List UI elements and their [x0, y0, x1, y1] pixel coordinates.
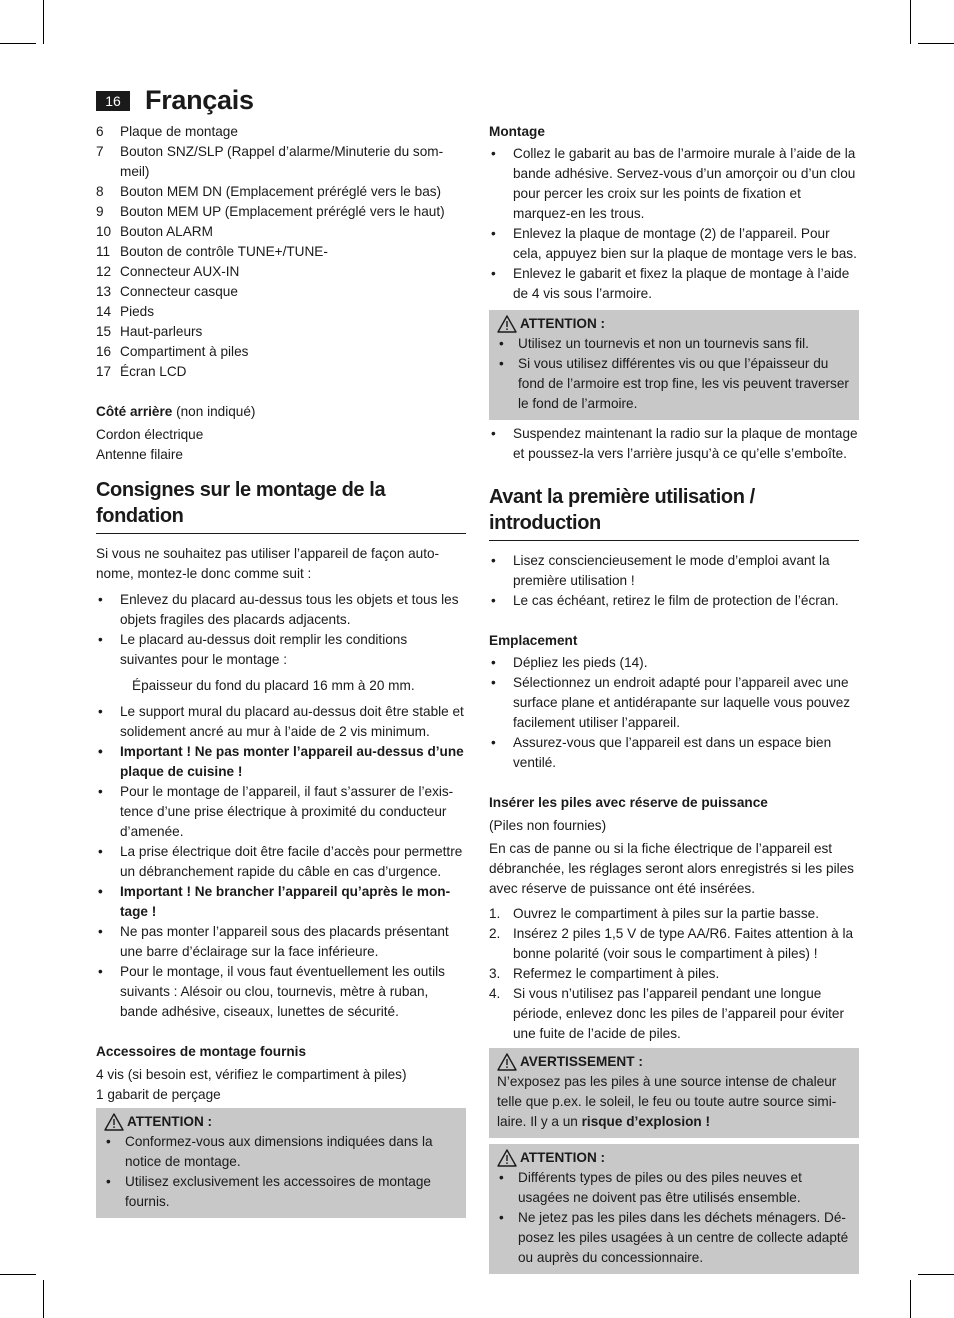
section-heading-first-use: Avant la première utilisation / introduction [489, 484, 859, 541]
parts-list-item [96, 182, 466, 202]
parts-list-item [96, 342, 466, 362]
parts-list-item [96, 202, 466, 222]
attention-title [497, 314, 851, 334]
step-text: Si vous n’utilisez pas l’appareil pendant une longue période, enlevez donc les piles de l’appareil pour éviter une fuite de l’acide de piles. [513, 986, 844, 1041]
left-column [96, 122, 466, 1218]
item-text: Haut-parleurs [120, 324, 203, 339]
warning-box [489, 1048, 859, 1138]
placement-bullets [489, 653, 859, 773]
crop-mark [910, 0, 911, 44]
attention-box [489, 310, 859, 420]
item-text: Compartiment à piles [120, 344, 249, 359]
item-number: 15 [96, 324, 112, 339]
attention-label: ATTENTION : [520, 1150, 606, 1165]
list-item: • Enlevez du placard au-dessus tous les objets et tous les objets fragiles des placards adjacents. [96, 590, 466, 630]
list-item: • Différents types de piles ou des piles neuves et usagées ne doivent pas être utilisés ensemble. [497, 1168, 851, 1208]
list-item: • Important ! Ne pas monter l’appareil au-dessus d’une plaque de cuisine ! [96, 742, 466, 782]
list-item: • Pour le montage de l’appareil, il faut s’assurer de l’exis-tence d’une prise électrique à proximité du conducteur d’amenée. [96, 782, 466, 842]
thickness-spec: Épaisseur du fond du placard 16 mm à 20 mm. [132, 678, 415, 693]
step-number: 4. [489, 986, 501, 1001]
step-text: Insérez 2 piles 1,5 V de type AA/R6. Faites attention à la bonne polarité (voir sous le compartiment à piles) ! [513, 926, 854, 961]
warning-triangle-icon [497, 315, 517, 333]
warning-body: N’exposez pas les piles à une source intense de chaleur telle que p.ex. le soleil, le feu ou toute autre source simi-laire. Il y a un [497, 1074, 837, 1129]
attention-label: ATTENTION : [520, 316, 606, 331]
warning-triangle-icon [104, 1113, 124, 1131]
list-item: • Si vous utilisez différentes vis ou que l’épaisseur du fond de l’armoire est trop fine, les vis peuvent traverser le fond de l’armoire. [497, 354, 851, 414]
mounting-intro: Si vous ne souhaitez pas utiliser l’appareil de façon auto-nome, montez-le donc comme suit : [96, 546, 440, 581]
step-item [489, 924, 859, 964]
step-text: Refermez le compartiment à piles. [513, 966, 720, 981]
list-item: • Le support mural du placard au-dessus doit être stable et solidement ancré au mur à l’aide de 2 vis minimum. [96, 702, 466, 742]
list-item: • Assurez-vous que l’appareil est dans un espace bien ventilé. [489, 733, 859, 773]
item-text: Bouton MEM UP (Emplacement préréglé vers le haut) [120, 204, 445, 219]
list-item: • Collez le gabarit au bas de l’armoire murale à l’aide de la bande adhésive. Servez-vous d’un amorçoir ou d’un clou pour percer les croix sur les points de fixation et marquez-en les trous. [489, 144, 859, 224]
accessories-heading: Accessoires de montage fournis [96, 1044, 307, 1059]
crop-mark [0, 1274, 36, 1275]
item-number: 17 [96, 364, 112, 379]
item-number: 7 [96, 144, 104, 159]
step-number: 3. [489, 966, 501, 981]
step-item [489, 984, 859, 1044]
warning-emphasis: risque d’explosion ! [581, 1114, 711, 1129]
crop-mark [0, 43, 36, 44]
rear-side-label: Côté arrière [96, 404, 173, 419]
list-item: • Le cas échéant, retirez le film de protection de l’écran. [489, 591, 859, 611]
parts-list-item [96, 222, 466, 242]
batteries-heading: Insérer les piles avec réserve de puissance [489, 795, 768, 810]
list-item: • Ne pas monter l’appareil sous des placards présentant une barre d’éclairage sur la face inférieure. [96, 922, 466, 962]
item-text: Pieds [120, 304, 155, 319]
item-text: Connecteur casque [120, 284, 238, 299]
rear-item: Cordon électrique [96, 427, 204, 442]
item-number: 16 [96, 344, 112, 359]
rear-side-heading [96, 402, 466, 422]
item-number: 6 [96, 124, 104, 139]
attention-list [104, 1132, 458, 1212]
montage-after [489, 424, 859, 464]
parts-list-item [96, 242, 466, 262]
crop-mark [918, 43, 954, 44]
list-item: • Sélectionnez un endroit adapté pour l’appareil avec une surface plane et antidérapante sur laquelle vous pouvez facilement utiliser l’appareil. [489, 673, 859, 733]
parts-list-item [96, 282, 466, 302]
parts-list-item [96, 262, 466, 282]
item-text: Connecteur AUX-IN [120, 264, 240, 279]
attention-label: ATTENTION : [127, 1114, 213, 1129]
attention-box [489, 1144, 859, 1274]
parts-list-item [96, 302, 466, 322]
parts-list-item [96, 122, 466, 142]
montage-heading: Montage [489, 124, 545, 139]
crop-mark [918, 1274, 954, 1275]
page-title: Français [145, 85, 254, 115]
section-heading-mounting: Consignes sur le montage de la fondation [96, 477, 466, 534]
batteries-note: (Piles non fournies) [489, 818, 607, 833]
step-item [489, 904, 859, 924]
crop-mark [910, 1280, 911, 1318]
rear-item: Antenne filaire [96, 447, 183, 462]
list-item: • Le placard au-dessus doit remplir les conditions suivantes pour le montage : [96, 630, 466, 670]
first-use-bullets [489, 551, 859, 611]
montage-bullets [489, 144, 859, 304]
parts-list-item [96, 362, 466, 382]
crop-mark [43, 1280, 44, 1318]
mounting-bullets-a [96, 590, 466, 670]
right-column [489, 122, 859, 1274]
crop-mark [43, 0, 44, 44]
list-item: • Suspendez maintenant la radio sur la plaque de montage et poussez-la vers l’arrière jusqu’à ce qu’elle s’emboîte. [489, 424, 859, 464]
item-text: Écran LCD [120, 364, 187, 379]
page-number: 16 [96, 91, 130, 111]
placement-heading: Emplacement [489, 633, 578, 648]
item-number: 11 [96, 244, 111, 259]
attention-list [497, 1168, 851, 1268]
item-number: 9 [96, 204, 104, 219]
item-text: Bouton MEM DN (Emplacement préréglé vers le bas) [120, 184, 442, 199]
warning-triangle-icon [497, 1149, 517, 1167]
list-item: • Pour le montage, il vous faut éventuellement les outils suivants : Alésoir ou clou, tournevis, mètre à ruban, bande adhésive, ciseaux, lunettes de sécurité. [96, 962, 466, 1022]
attention-title [497, 1148, 851, 1168]
step-item [489, 964, 859, 984]
item-number: 12 [96, 264, 112, 279]
list-item: • Ne jetez pas les piles dans les déchets ménagers. Dé-posez les piles usagées à un centre de collecte adapté ou auprès du concessionnaire. [497, 1208, 851, 1268]
list-item: • Conformez-vous aux dimensions indiquées dans la notice de montage. [104, 1132, 458, 1172]
warning-label: AVERTISSEMENT : [520, 1054, 643, 1069]
step-text: Ouvrez le compartiment à piles sur la partie basse. [513, 906, 819, 921]
item-number: 8 [96, 184, 104, 199]
mounting-bullets-b [96, 702, 466, 1022]
attention-title [104, 1112, 458, 1132]
battery-steps [489, 904, 859, 1044]
batteries-intro: En cas de panne ou si la fiche électrique de l’appareil est débranchée, les réglages seront alors enregistrés si les piles avec réserve de puissance ont été insérées. [489, 841, 854, 896]
item-number: 14 [96, 304, 112, 319]
warning-title [497, 1052, 851, 1072]
accessory-item: 4 vis (si besoin est, vérifiez le compartiment à piles) [96, 1067, 407, 1082]
warning-text [497, 1072, 851, 1132]
attention-list [497, 334, 851, 414]
list-item: • Important ! Ne brancher l’appareil qu’après le mon-tage ! [96, 882, 466, 922]
step-number: 2. [489, 926, 501, 941]
parts-list-item [96, 142, 466, 182]
parts-list-item [96, 322, 466, 342]
list-item: • Utilisez un tournevis et non un tournevis sans fil. [497, 334, 851, 354]
rear-side-note: (non indiqué) [172, 404, 256, 419]
attention-box [96, 1108, 466, 1218]
step-number: 1. [489, 906, 501, 921]
item-text: Bouton SNZ/SLP (Rappel d’alarme/Minuterie du som-meil) [120, 144, 444, 179]
list-item: • Lisez consciencieusement le mode d’emploi avant la première utilisation ! [489, 551, 859, 591]
item-text: Bouton ALARM [120, 224, 213, 239]
item-text: Plaque de montage [120, 124, 238, 139]
accessory-item: 1 gabarit de perçage [96, 1087, 221, 1102]
list-item: • Enlevez la plaque de montage (2) de l’appareil. Pour cela, appuyez bien sur la plaque de montage vers le bas. [489, 224, 859, 264]
item-number: 10 [96, 224, 112, 239]
list-item: • Enlevez le gabarit et fixez la plaque de montage à l’aide de 4 vis sous l’armoire. [489, 264, 859, 304]
parts-list [96, 122, 466, 382]
item-text: Bouton de contrôle TUNE+/TUNE- [120, 244, 328, 259]
list-item: • La prise électrique doit être facile d’accès pour permettre un débranchement rapide du câble en cas d’urgence. [96, 842, 466, 882]
item-number: 13 [96, 284, 112, 299]
warning-triangle-icon [497, 1053, 517, 1071]
list-item: • Dépliez les pieds (14). [489, 653, 859, 673]
list-item: • Utilisez exclusivement les accessoires de montage fournis. [104, 1172, 458, 1212]
